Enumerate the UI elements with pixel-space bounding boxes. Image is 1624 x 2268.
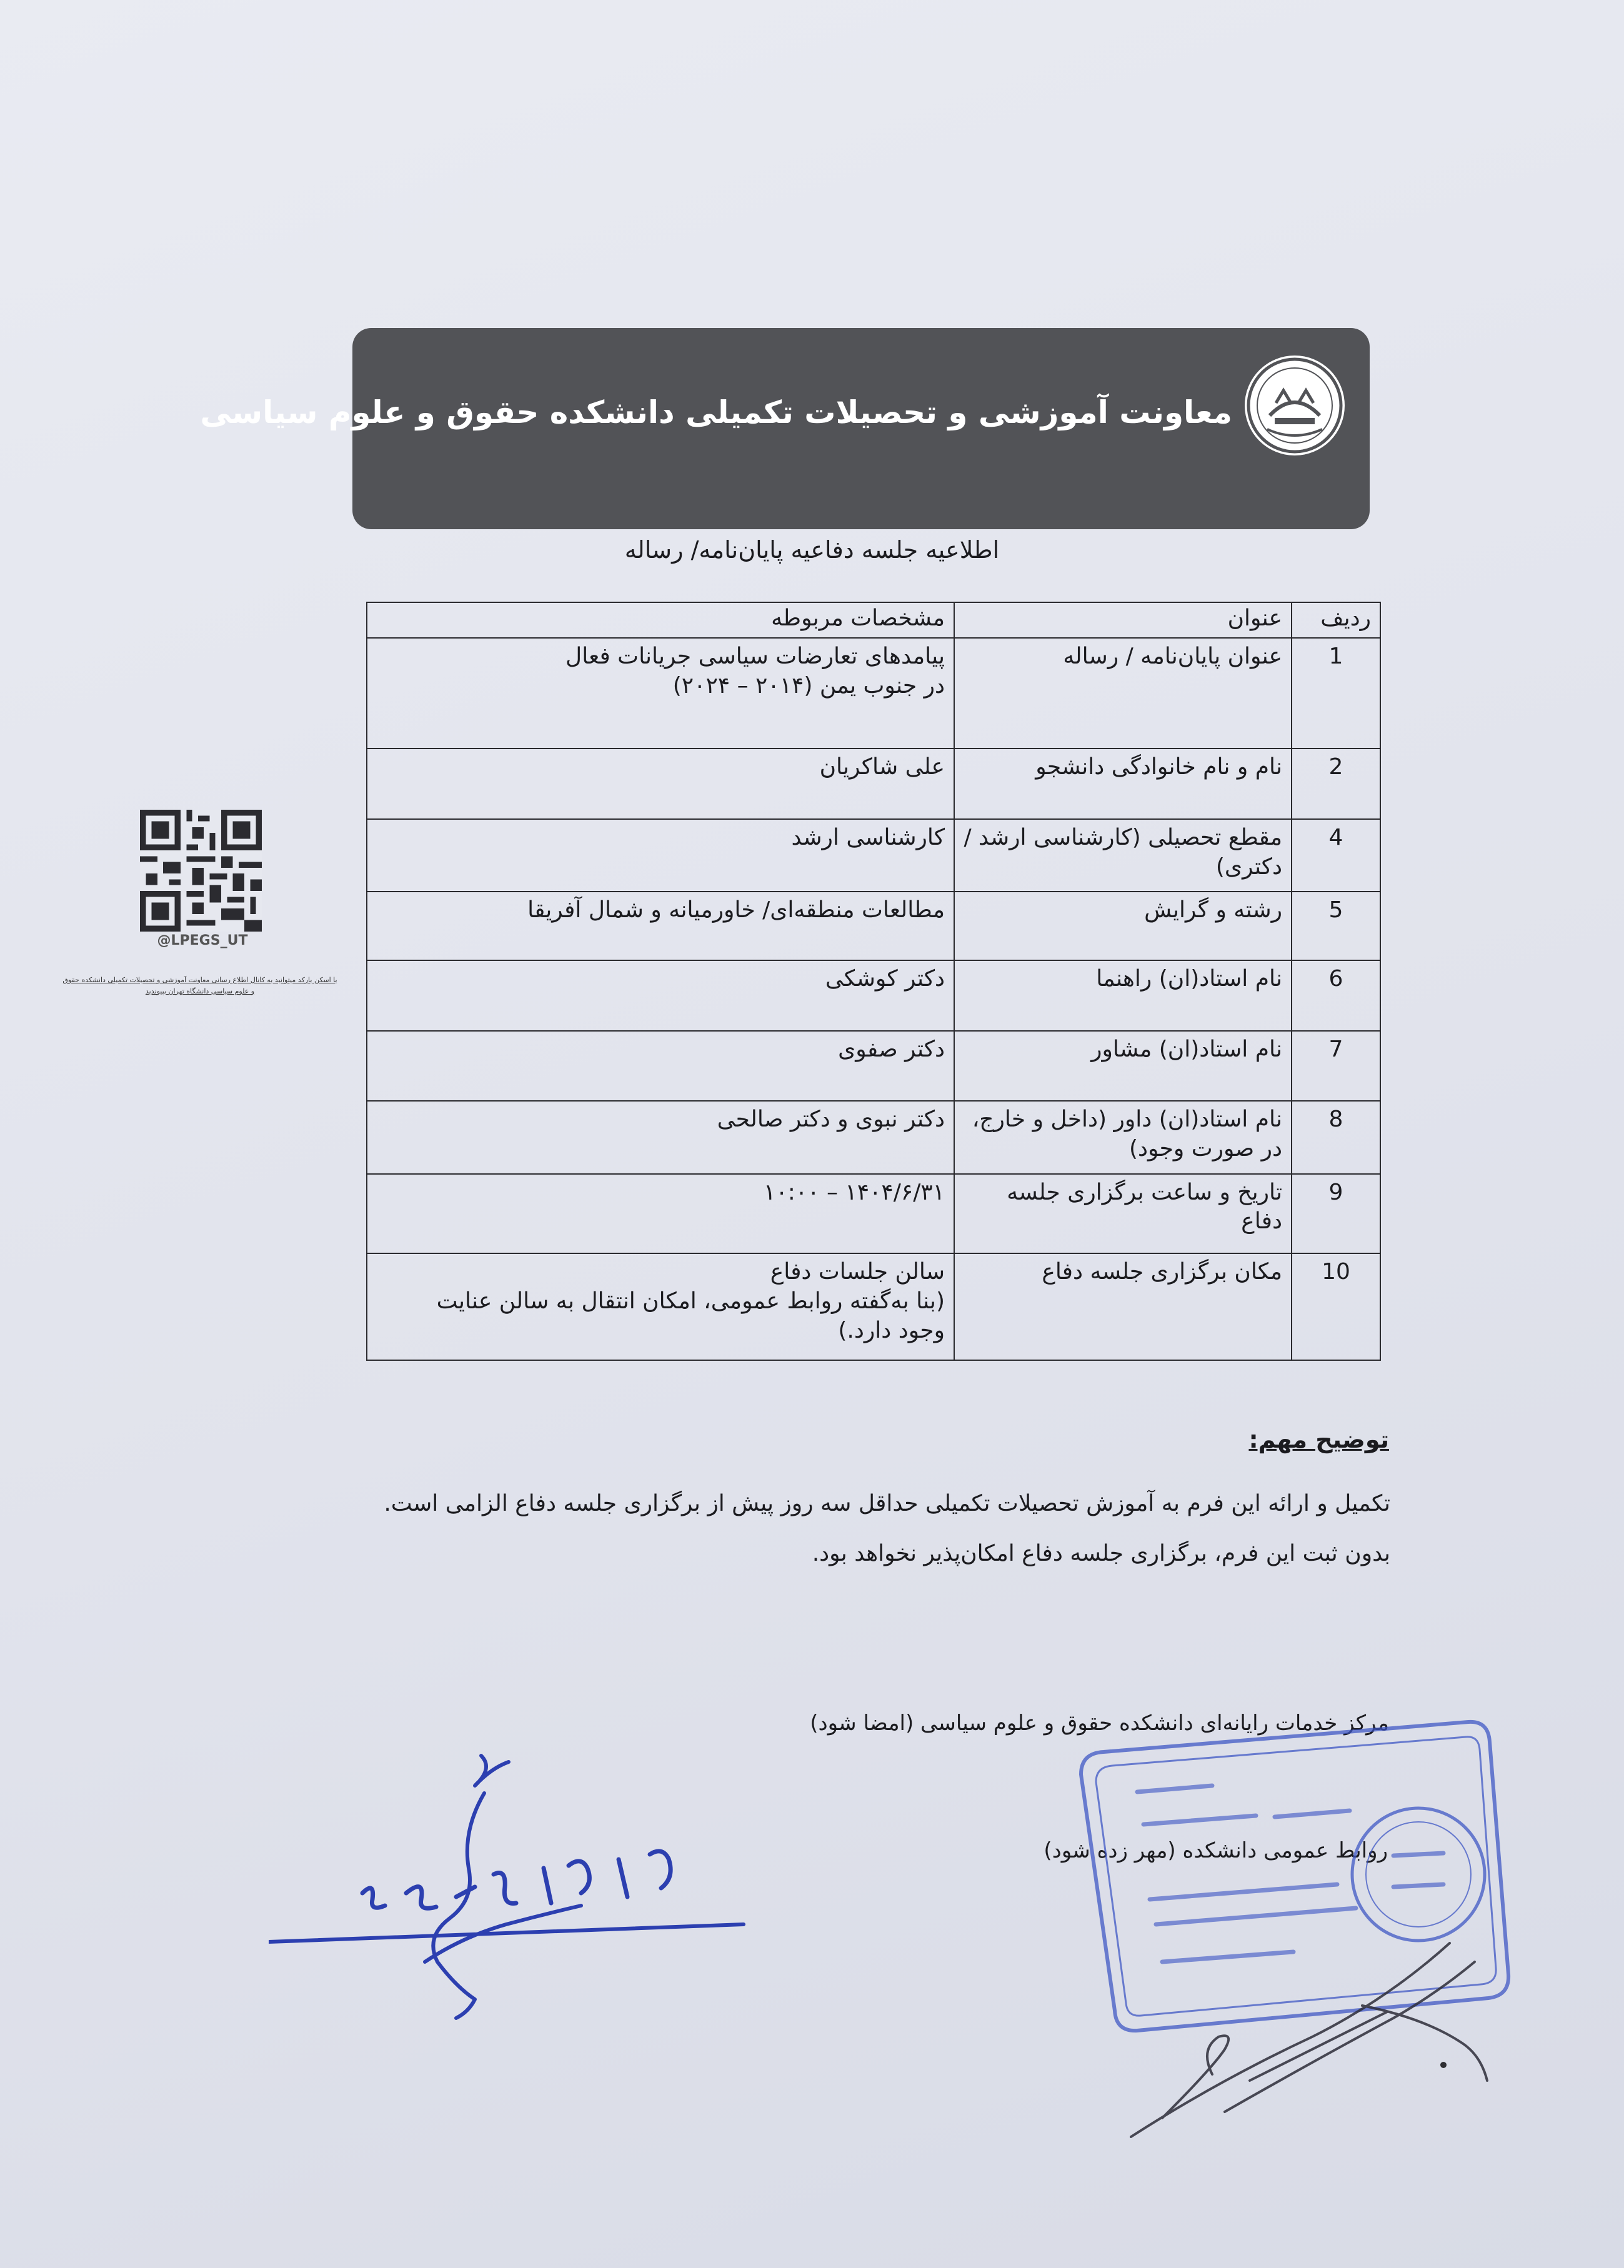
- value-line: در جنوب یمن (۲۰۱۴ – ۲۰۲۴): [672, 672, 945, 699]
- ink-dot: [1440, 2062, 1447, 2068]
- table-row: [367, 1031, 1380, 1101]
- document-title: اطلاعیه جلسه دفاعیه پایان‌نامه/ رساله: [624, 536, 1000, 564]
- header-subject: عنوان: [954, 602, 1292, 638]
- row-value: مطالعات منطقه‌ای/ خاورمیانه و شمال آفریقا: [367, 892, 954, 960]
- row-value: ۱۴۰۴/۶/۳۱ – ۱۰:۰۰: [367, 1174, 954, 1254]
- row-value: [367, 638, 954, 749]
- table-row: [367, 960, 1380, 1030]
- header-details: مشخصات مربوطه: [367, 602, 954, 638]
- row-number: 6: [1292, 960, 1380, 1030]
- notes-line: تکمیل و ارائه این فرم به آموزش تحصیلات تکمیلی حداقل سه روز پیش از برگزاری جلسه دفاع الزامی است.: [384, 1491, 1390, 1516]
- row-label: تاریخ و ساعت برگزاری جلسه دفاع: [954, 1174, 1292, 1254]
- table-row: [367, 892, 1380, 960]
- row-value: دکتر کوشکی: [367, 960, 954, 1030]
- row-value: دکتر نبوی و دکتر صالحی: [367, 1101, 954, 1173]
- row-number: 7: [1292, 1031, 1380, 1101]
- header-banner: [200, 328, 1370, 529]
- table-row: [367, 638, 1380, 749]
- row-label: نام و نام خانوادگی دانشجو: [954, 749, 1292, 818]
- value-line: سالن جلسات دفاع: [770, 1259, 945, 1285]
- table-row: [367, 1174, 1380, 1254]
- table-row: [367, 1101, 1380, 1173]
- row-label: عنوان پایان‌نامه / رساله: [954, 638, 1292, 749]
- value-line: (بنا به‌گفته روابط عمومی، امکان انتقال به سالن عنایت: [436, 1288, 945, 1314]
- value-line: وجود دارد.): [838, 1317, 945, 1343]
- qr-channel-handle: @LPEGS_UT: [157, 933, 248, 948]
- qr-code-icon[interactable]: [140, 810, 262, 932]
- row-label: مکان برگزاری جلسه دفاع: [954, 1253, 1292, 1360]
- table-row: [367, 749, 1380, 818]
- row-label: نام استاد(ان) داور (داخل و خارج، در صورت وجود): [954, 1101, 1292, 1173]
- table-header-row: [367, 602, 1380, 638]
- notes-line: بدون ثبت این فرم، برگزاری جلسه دفاع امکان‌پذیر نخواهد بود.: [812, 1541, 1390, 1566]
- notes-title: توضیح مهم:: [1248, 1426, 1389, 1453]
- defense-info-table: [366, 602, 1381, 1361]
- public-relations-stamp-label: روابط عمومی دانشکده (مهر زده شود): [1044, 1838, 1388, 1863]
- row-number: 2: [1292, 749, 1380, 818]
- row-number: 10: [1292, 1253, 1380, 1360]
- handwritten-signature-right: [1125, 1924, 1500, 2149]
- row-number: 1: [1292, 638, 1380, 749]
- row-number: 8: [1292, 1101, 1380, 1173]
- row-value: دکتر صفوی: [367, 1031, 954, 1101]
- value-line: پیامدهای تعارضات سیاسی جریانات فعال: [565, 644, 945, 670]
- row-number: 5: [1292, 892, 1380, 960]
- header-title: معاونت آموزشی و تحصیلات تکمیلی دانشکده حقوق و علوم سیاسی: [200, 394, 1232, 430]
- university-logo-icon: [1245, 356, 1345, 455]
- row-value: علی شاکریان: [367, 749, 954, 818]
- handwritten-signature-left: [269, 1749, 769, 2037]
- row-label: مقطع تحصیلی (کارشناسی ارشد / دکتری): [954, 819, 1292, 892]
- header-row-number: ردیف: [1292, 602, 1380, 638]
- row-label: رشته و گرایش: [954, 892, 1292, 960]
- row-label: نام استاد(ان) راهنما: [954, 960, 1292, 1030]
- row-label: نام استاد(ان) مشاور: [954, 1031, 1292, 1101]
- row-number: 9: [1292, 1174, 1380, 1254]
- row-number: 4: [1292, 819, 1380, 892]
- row-value: کارشناسی ارشد: [367, 819, 954, 892]
- qr-caption: با اسکن بارکد میتوانید به کانال اطلاع رسانی معاونت آموزشی و تحصیلات تکمیلی دانشکده حقوق و علوم سیاسی دانشگاه تهران بپیوندید: [62, 976, 337, 995]
- table-row: [367, 1253, 1380, 1360]
- it-center-signature-label: مرکز خدمات رایانه‌ای دانشکده حقوق و علوم سیاسی (امضا شود): [810, 1711, 1389, 1736]
- table-row: [367, 819, 1380, 892]
- row-value: [367, 1253, 954, 1360]
